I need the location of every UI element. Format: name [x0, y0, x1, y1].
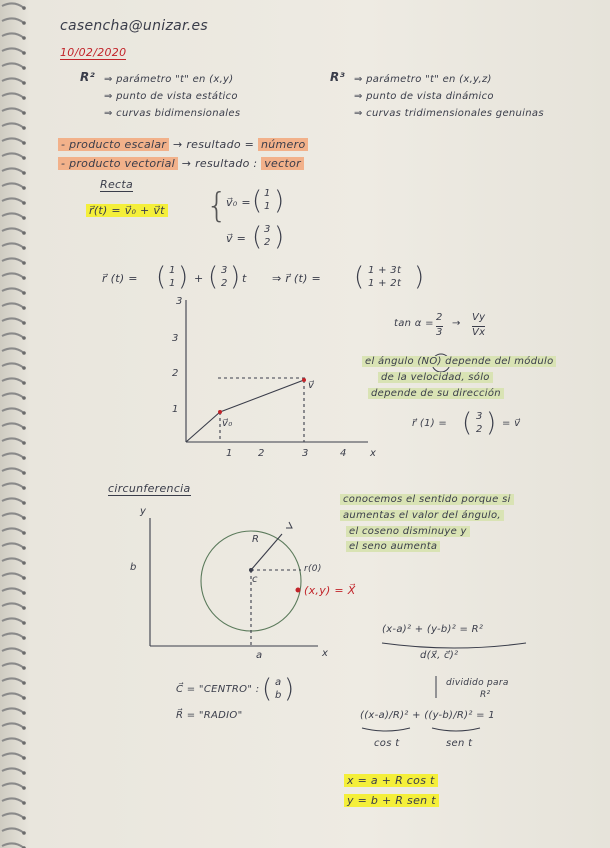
circ-x-label: x: [322, 648, 329, 659]
circ-eq1-under: d(x⃗, c⃗)²: [420, 650, 459, 661]
angle-note-3: depende de su dirección: [368, 388, 504, 399]
eq-a-l: (: [156, 262, 167, 292]
eq-b-bottom: 2: [221, 278, 228, 289]
plot1-v-line: [220, 380, 304, 412]
circ-point-label: (x,y) = X⃗: [304, 584, 356, 597]
center-a: a: [275, 677, 282, 688]
center-def-label: C⃗ = "CENTRO" :: [176, 684, 260, 695]
circ-note-2: aumentas el valor del ángulo,: [340, 510, 504, 521]
plot1-v-label: v⃗: [308, 380, 315, 391]
result-x: x = a + R cos t: [344, 774, 438, 787]
plot1-x-tick-4: 4: [340, 448, 347, 459]
eq-arrow: ⇒ r⃗ (t) =: [272, 272, 322, 285]
brace: {: [206, 186, 228, 226]
circle-shape: [201, 531, 301, 631]
r3-line-2: ⇒ punto de vista dinámico: [354, 91, 494, 102]
eq-res-bottom: 1 + 2t: [368, 278, 402, 289]
divide-label-2: R²: [480, 690, 491, 700]
eq-left: r⃗ (t) =: [102, 272, 138, 285]
eq-a-top: 1: [169, 265, 176, 276]
plot1-y-top: 3: [176, 296, 183, 307]
r1-top: 3: [476, 411, 483, 422]
tan-den: 3: [436, 327, 443, 338]
eq-a-r: ): [178, 262, 189, 292]
center-paren-l: (: [262, 674, 273, 704]
r2-symbol: R²: [80, 70, 96, 84]
circ-eq2: ((x-a)/R)² + ((y-b)/R)² = 1: [360, 710, 495, 721]
product-scalar-result: número: [258, 138, 308, 151]
v0-label: v⃗₀ =: [226, 196, 251, 209]
circ-eq1: (x-a)² + (y-b)² = R²: [382, 624, 484, 635]
sin-label: sen t: [446, 738, 473, 749]
r1-label: r⃗ (1) =: [412, 418, 448, 429]
plot1-axis-end: x: [370, 448, 377, 459]
eq-t: t: [242, 272, 247, 285]
circ-direction-arrow: [286, 522, 292, 528]
result-y: y = b + R sen t: [344, 794, 439, 807]
v0-top: 1: [264, 188, 271, 199]
r3-line-1: ⇒ parámetro "t" en (x,y,z): [354, 74, 492, 85]
recta-title: Recta: [100, 178, 134, 191]
circ-note-1: conocemos el sentido porque si: [340, 494, 514, 505]
circ-y-label: y: [140, 506, 147, 517]
plot1-x-tick-2: 2: [258, 448, 265, 459]
circ-b-label: b: [130, 562, 137, 573]
circ-a-label: a: [256, 650, 263, 661]
circ-c-label: c: [252, 574, 258, 585]
circ-note-3: el coseno disminuye y: [346, 526, 470, 537]
date-heading: 10/02/2020: [60, 46, 127, 59]
v0-paren-r: ): [274, 186, 285, 216]
circ-title: circunferencia: [108, 482, 191, 495]
product-scalar-label: - producto escalar: [58, 138, 169, 151]
eq-plus: +: [194, 272, 204, 285]
eq-b-r: ): [230, 262, 241, 292]
eq-b-l: (: [208, 262, 219, 292]
v-bottom: 2: [264, 237, 271, 248]
tan-label: tan α =: [394, 318, 434, 329]
tan-num: 2: [436, 312, 443, 323]
v0-paren-l: (: [252, 186, 263, 216]
email-header: casencha@unizar.es: [60, 18, 208, 34]
plot1-point-v0: [218, 410, 222, 414]
plot1-v0-arrow: [186, 412, 220, 442]
product-vector-label: - producto vectorial: [58, 157, 178, 170]
tan-arrow: →: [452, 318, 461, 329]
circ-point-dot: [296, 588, 301, 593]
eq-a-bottom: 1: [169, 278, 176, 289]
r3-symbol: R³: [330, 70, 346, 84]
center-paren-r: ): [284, 674, 295, 704]
vx-label: Vx: [472, 327, 486, 338]
r2-line-3: ⇒ curvas bidimensionales: [104, 108, 241, 119]
eq-res-r: ): [414, 262, 425, 292]
angle-note-2: de la velocidad, sólo: [378, 372, 493, 383]
r1-paren-r: ): [486, 408, 497, 438]
center-b: b: [275, 690, 282, 701]
circ-center-dot: [249, 568, 253, 572]
plot1-x-tick-3: 3: [302, 448, 309, 459]
r1-eq: = v⃗: [502, 418, 521, 429]
divide-label: dividido para: [446, 678, 509, 688]
sin-underbrace: [432, 728, 480, 731]
plot1-y-tick-1: 1: [172, 404, 179, 415]
product-scalar-arrow: → resultado =: [173, 138, 255, 151]
cos-label: cos t: [374, 738, 400, 749]
r1-paren-l: (: [462, 408, 473, 438]
plot1-y-tick-2: 2: [172, 368, 179, 379]
v0-bottom: 1: [264, 201, 271, 212]
eq-b-top: 3: [221, 265, 228, 276]
r3-line-3: ⇒ curvas tridimensionales genuinas: [354, 108, 544, 119]
r1-bottom: 2: [476, 424, 483, 435]
vy-label: Vy: [472, 312, 486, 323]
circ-note-4: el seno aumenta: [346, 541, 440, 552]
product-vector-result: vector: [261, 157, 304, 170]
v-paren-l: (: [252, 222, 263, 252]
plot1-v0-label: v⃗₀: [222, 418, 233, 429]
circ-r-label: R: [252, 534, 260, 545]
radius-def: R⃗ = "RADIO": [176, 710, 243, 721]
circ-dot-label: r(0): [304, 564, 322, 574]
eq-res-l: (: [354, 262, 365, 292]
eq-res-top: 1 + 3t: [368, 265, 402, 276]
cos-underbrace: [362, 728, 410, 731]
plot1-x-tick-1: 1: [226, 448, 233, 459]
plot1-point-v: [302, 378, 306, 382]
v-top: 3: [264, 224, 271, 235]
plot1-y-tick-3: 3: [172, 333, 179, 344]
angle-note-1: el ángulo (NO) depende del módulo: [362, 356, 556, 367]
product-vector-arrow: → resultado :: [181, 157, 258, 170]
r2-line-2: ⇒ punto de vista estático: [104, 91, 238, 102]
v-label: v⃗ =: [226, 232, 247, 245]
v-paren-r: ): [274, 222, 285, 252]
r2-line-1: ⇒ parámetro "t" en (x,y): [104, 74, 234, 85]
recta-formula: r⃗(t) = v⃗₀ + v⃗t: [86, 204, 168, 217]
eq1-underbrace: [382, 643, 526, 648]
